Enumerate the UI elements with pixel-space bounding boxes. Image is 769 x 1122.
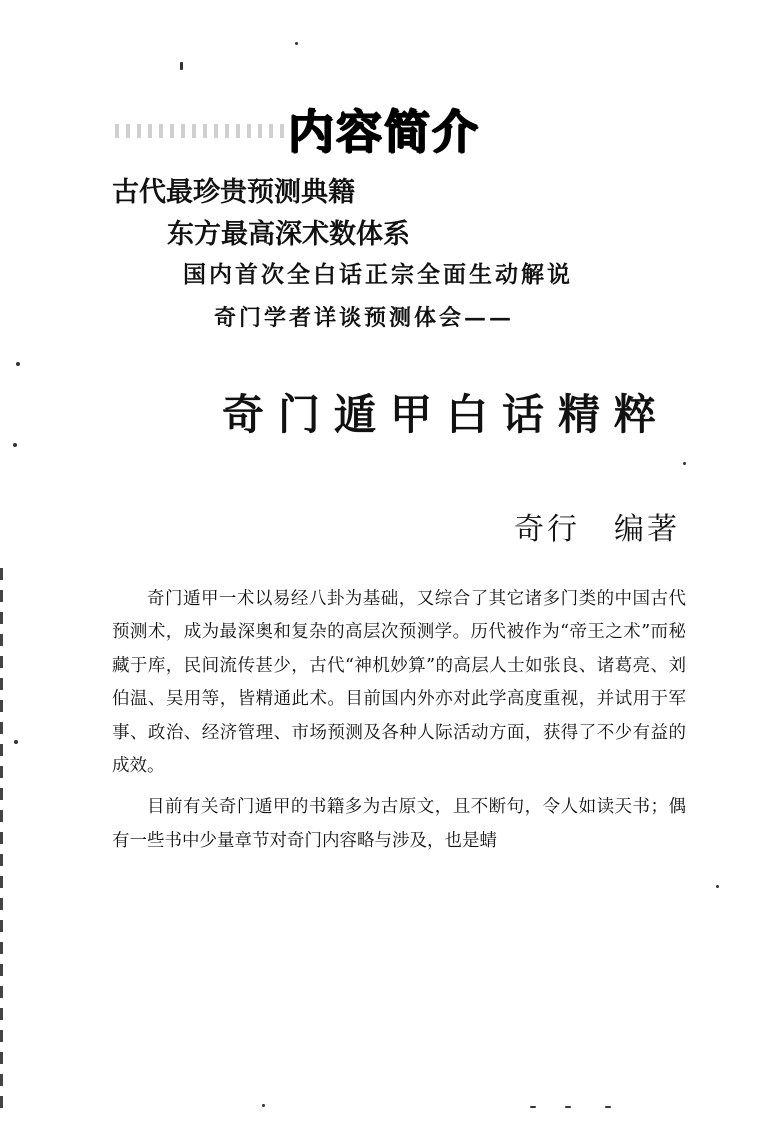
paragraph: 目前有关奇门遁甲的书籍多为古原文，且不断句，令人如读天书；偶有一些书中少量章节对奇门内容略与涉及，也是蜻 <box>112 797 686 851</box>
scan-speck <box>262 1104 265 1107</box>
scan-speck <box>716 885 719 888</box>
scan-speck <box>605 1106 611 1108</box>
scan-speck <box>683 462 686 465</box>
paragraph: 奇门遁甲一术以易经八卦为基础，又综合了其它诸多门类的中国古代预测术，成为最深奥和复杂的高层次预测学。历代被作为“帝王之术”而秘藏于库，民间流传甚少，古代“神机妙算”的高层人士如张良、诸葛亮、刘伯温、吴用等，皆精通此术。目前国内外亦对此学高度重视，并试用于军事、政治、经济管理、市场预测及各种人际活动方面，获得了不少有益的成效。 <box>112 589 686 777</box>
author-role: 编著 <box>614 512 680 547</box>
scan-speck <box>14 740 18 744</box>
slogan-2: 东方最高深术数体系 <box>167 219 410 250</box>
scan-smudge <box>115 124 285 138</box>
slogan-4: 奇门学者详谈预测体会—— <box>214 305 515 331</box>
scan-speck <box>180 62 183 70</box>
book-title: 奇门遁甲白话精粹 <box>222 390 671 439</box>
scan-speck <box>565 1106 571 1108</box>
scan-speck <box>295 42 298 45</box>
author-name: 奇行 <box>514 512 580 547</box>
scan-speck <box>16 362 20 366</box>
author-line <box>514 504 680 548</box>
binding-edge <box>0 568 3 1108</box>
scan-speck <box>530 1106 536 1108</box>
slogan-3: 国内首次全白话正宗全面生动解说 <box>183 261 573 288</box>
summary-text <box>112 583 686 858</box>
scan-speck <box>13 443 17 447</box>
slogan-1: 古代最珍贵预测典籍 <box>112 177 355 208</box>
page-heading: 内容简介 <box>288 105 480 159</box>
